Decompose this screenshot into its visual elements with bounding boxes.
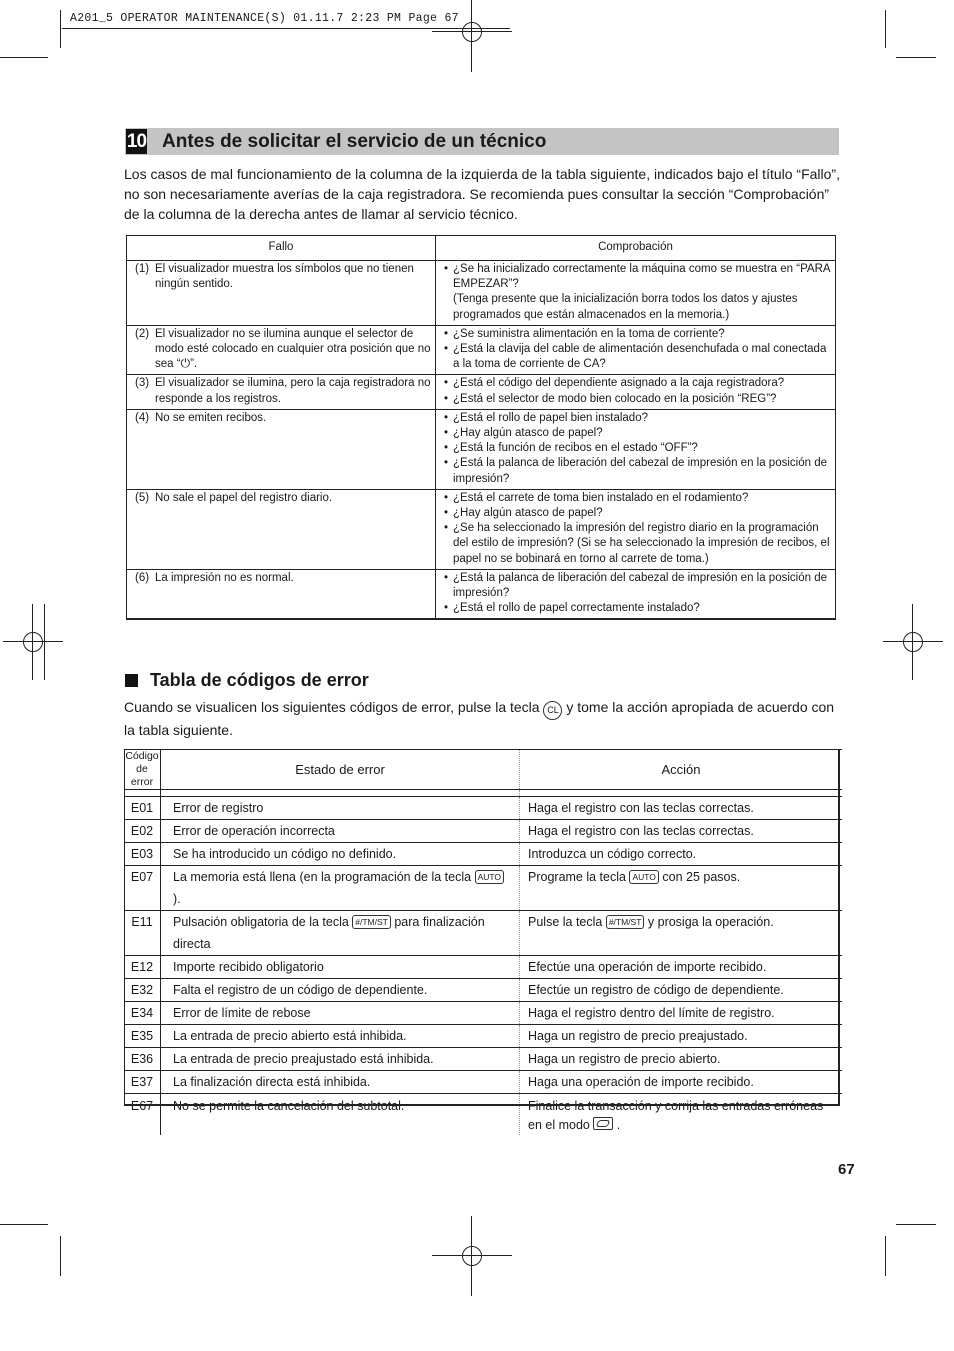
error-action: Haga el registro dentro del límite de registro. — [520, 1002, 843, 1025]
crop-mark — [60, 1236, 61, 1276]
error-state: Falta el registro de un código de dependiente. — [161, 979, 520, 1002]
check-item — [444, 571, 831, 601]
fault-cell — [127, 375, 436, 409]
check-cell — [436, 375, 836, 409]
table-row — [127, 375, 836, 409]
crop-mark — [60, 10, 61, 48]
error-code: E12 — [124, 956, 161, 979]
table-row — [127, 261, 836, 326]
column-header-code — [124, 750, 161, 790]
print-header: A201_5 OPERATOR MAINTENANCE(S) 01.11.7 2:23 PM Page 67 — [70, 12, 459, 25]
check-item — [444, 491, 831, 506]
action-text-after: y prosiga la operación. — [644, 915, 774, 929]
fault-cell — [127, 569, 436, 619]
fault-entry — [135, 327, 431, 373]
intro-text-after: y tome la acción apropiada de acuerdo con la tabla siguiente. — [124, 699, 835, 738]
state-text-after: ). — [173, 892, 181, 906]
void-mode-icon — [593, 1117, 613, 1130]
error-code: E03 — [124, 843, 161, 866]
table-row — [124, 979, 842, 1002]
fault-cell — [127, 489, 436, 569]
table-row — [127, 325, 836, 375]
error-section-intro — [124, 697, 840, 740]
section-intro: Los casos de mal funcionamiento de la columna de la izquierda de la tabla siguiente, indicados bajo el título “Fallo”, no son necesariamente averías de la caja registradora. Se recomienda pues consultar la sección “Comprobación” de la columna de la derecha antes de llamar al servicio técnico. — [124, 166, 840, 222]
error-action: Efectúe un registro de código de dependiente. — [520, 979, 843, 1002]
error-action: Haga un registro de precio preajustado. — [520, 1025, 843, 1048]
fault-entry — [135, 376, 431, 406]
section-title: Antes de solicitar el servicio de un técnico — [162, 131, 547, 152]
check-text: ¿Hay algún atasco de papel? — [453, 427, 603, 440]
check-list — [444, 262, 831, 323]
code-header-line2: de error — [130, 763, 154, 788]
check-text: ¿Está el rollo de papel bien instalado? — [453, 411, 648, 424]
fault-entry — [135, 411, 431, 426]
troubleshooting-table — [126, 235, 836, 620]
check-item — [444, 327, 831, 342]
action-text-before: Programe la tecla — [528, 870, 630, 884]
error-code-table — [124, 749, 842, 1135]
check-item — [444, 411, 831, 426]
state-text-before: Pulsación obligatoria de la tecla — [173, 915, 353, 929]
table-row — [127, 409, 836, 489]
error-code: E11 — [124, 911, 161, 956]
spacer-cell — [520, 790, 843, 797]
auto-key-icon: AUTO — [475, 870, 504, 884]
check-item — [444, 506, 831, 521]
check-text: ¿Está el rollo de papel correctamente instalado? — [453, 602, 700, 615]
square-bullet-icon — [125, 674, 138, 687]
error-action: Haga el registro con las teclas correctas. — [520, 820, 843, 843]
state-text-before: La memoria está llena (en la programación de la tecla — [173, 870, 475, 884]
column-header-check: Comprobación — [436, 236, 836, 261]
error-code: E01 — [124, 797, 161, 820]
check-text: ¿Está la función de recibos en el estado “OFF”? — [453, 442, 698, 455]
error-section-title: Tabla de códigos de error — [150, 670, 369, 690]
error-code: E67 — [124, 1094, 161, 1136]
fault-entry — [135, 571, 431, 586]
check-item — [444, 392, 831, 407]
fault-cell — [127, 325, 436, 375]
error-state: Error de límite de rebose — [161, 1002, 520, 1025]
error-code: E35 — [124, 1025, 161, 1048]
table-row — [127, 489, 836, 569]
error-code: E07 — [124, 866, 161, 911]
check-item — [444, 342, 831, 372]
tm-st-key-icon: #/TM/ST — [606, 915, 645, 929]
error-action: Introduzca un código correcto. — [520, 843, 843, 866]
troubleshooting-table-body — [127, 261, 836, 620]
error-state: La finalización directa está inhibida. — [161, 1071, 520, 1094]
check-item — [444, 441, 831, 456]
error-action — [520, 866, 843, 911]
crop-mark — [885, 1236, 886, 1276]
table-row — [124, 1048, 842, 1071]
fault-number: (2) — [135, 327, 150, 340]
check-cell — [436, 409, 836, 489]
check-text: ¿Se ha inicializado correctamente la máquina como se muestra en “PARA EMPEZAR”? — [453, 263, 830, 291]
crop-mark — [0, 1224, 48, 1225]
state-text-after: para finalización directa — [173, 915, 485, 951]
power-icon: ⏻ — [180, 356, 191, 371]
error-action: Haga el registro con las teclas correctas. — [520, 797, 843, 820]
error-action: Haga un registro de precio abierto. — [520, 1048, 843, 1071]
check-list — [444, 571, 831, 617]
tm-st-key-icon: #/TM/ST — [352, 915, 391, 929]
check-list — [444, 411, 831, 487]
check-cell — [436, 261, 836, 326]
error-state: La entrada de precio abierto está inhibida. — [161, 1025, 520, 1048]
action-text-after: con 25 pasos. — [658, 870, 741, 884]
crop-mark — [885, 10, 886, 48]
intro-text-before: Cuando se visualicen los siguientes códigos de error, pulse la tecla — [124, 699, 544, 715]
table-row — [124, 820, 842, 843]
fault-text-before: El visualizador no se ilumina aunque el selector de modo esté colocado en cualquier otra posición que no sea “ — [155, 327, 431, 371]
fault-number: (6) — [135, 571, 150, 584]
registration-mark-icon — [893, 622, 933, 662]
code-header-line1: Código — [125, 750, 159, 762]
crop-mark — [896, 57, 936, 58]
table-row — [124, 866, 842, 911]
check-item — [444, 426, 831, 441]
spacer-cell — [161, 790, 520, 797]
check-text: ¿Está el código del dependiente asignado a la caja registradora? — [453, 377, 785, 390]
fault-number: (4) — [135, 411, 150, 424]
check-item — [444, 456, 831, 486]
table-row — [124, 1094, 842, 1136]
check-cell — [436, 489, 836, 569]
fault-text: No se emiten recibos. — [155, 411, 267, 424]
auto-key-icon: AUTO — [629, 870, 658, 884]
check-cell — [436, 569, 836, 619]
fault-text-after: ”. — [190, 358, 198, 371]
table-row — [124, 1071, 842, 1094]
error-code: E02 — [124, 820, 161, 843]
check-text: ¿Se ha seleccionado la impresión del registro diario en la programación del estilo de impresión? (Si se ha seleccionado la impresión de recibos, el papel no se bobinará en torno al carrete de toma.) — [453, 522, 830, 565]
table-row — [124, 797, 842, 820]
table-row — [124, 1025, 842, 1048]
table-spacer-row — [124, 790, 842, 797]
column-header-state: Estado de error — [161, 750, 520, 790]
table-row — [124, 1002, 842, 1025]
fault-text: La impresión no es normal. — [155, 571, 294, 584]
error-state: La entrada de precio preajustado está inhibida. — [161, 1048, 520, 1071]
section-number: 10 — [126, 131, 147, 152]
check-text: ¿Hay algún atasco de papel? — [453, 507, 603, 520]
check-cell — [436, 325, 836, 375]
check-note: (Tenga presente que la inicialización borra todos los datos y ajustes programados que están almacenados en la memoria.) — [453, 293, 798, 321]
error-code: E32 — [124, 979, 161, 1002]
error-action: Haga una operación de importe recibido. — [520, 1071, 843, 1094]
error-state — [161, 866, 520, 911]
error-state: No se permite la cancelación del subtotal. — [161, 1094, 520, 1136]
fault-number: (3) — [135, 377, 150, 390]
check-item — [444, 376, 831, 391]
error-action: Efectúe una operación de importe recibido. — [520, 956, 843, 979]
registration-mark-icon — [452, 1236, 492, 1276]
fault-cell — [127, 261, 436, 326]
table-row — [124, 956, 842, 979]
check-text: ¿Está la palanca de liberación del cabezal de impresión en la posición de impresión? — [453, 571, 827, 600]
error-state — [161, 911, 520, 956]
table-header-row — [124, 750, 842, 790]
table-row — [124, 911, 842, 956]
check-text: ¿Está la clavija del cable de alimentación desenchufada o mal conectada a la toma de corriente de CA? — [453, 343, 827, 371]
registration-mark-icon — [13, 622, 53, 662]
fault-text: El visualizador muestra los símbolos que no tienen ningún sentido. — [155, 263, 414, 291]
crop-mark — [896, 1224, 936, 1225]
crop-mark — [0, 57, 48, 58]
fault-entry — [135, 262, 431, 292]
error-code-table-body — [124, 790, 842, 1136]
check-text: ¿Está el carrete de toma bien instalado en el rodamiento? — [453, 491, 749, 504]
error-action — [520, 911, 843, 956]
error-state: Se ha introducido un código no definido. — [161, 843, 520, 866]
table-header-row — [127, 236, 836, 261]
check-text: ¿Se suministra alimentación en la toma de corriente? — [453, 327, 725, 340]
action-text-before: Pulse la tecla — [528, 915, 606, 929]
print-header-rule — [62, 28, 510, 29]
table-row — [124, 843, 842, 866]
error-action — [520, 1094, 843, 1136]
check-list — [444, 327, 831, 373]
fault-text — [155, 327, 431, 373]
check-item — [444, 262, 831, 323]
fault-text: El visualizador se ilumina, pero la caja registradora no responde a los registros. — [155, 377, 431, 405]
error-state: Error de operación incorrecta — [161, 820, 520, 843]
page-number: 67 — [838, 1161, 855, 1178]
column-header-action: Acción — [520, 750, 843, 790]
column-header-fault: Fallo — [127, 236, 436, 261]
check-item — [444, 521, 831, 567]
spacer-cell — [124, 790, 161, 797]
check-list — [444, 491, 831, 567]
error-code: E36 — [124, 1048, 161, 1071]
action-text-before: Finalice la transacción y corrija las entradas erróneas en el modo — [528, 1099, 824, 1132]
error-code: E37 — [124, 1071, 161, 1094]
fault-entry — [135, 491, 431, 506]
cl-key-icon: CL — [543, 701, 562, 720]
fault-cell — [127, 409, 436, 489]
fault-number: (1) — [135, 263, 150, 275]
check-item — [444, 601, 831, 616]
fault-number: (5) — [135, 491, 150, 504]
check-text: ¿Está la palanca de liberación del cabezal de impresión en la posición de impresión? — [453, 457, 827, 485]
action-text-after: . — [613, 1118, 621, 1132]
error-state: Error de registro — [161, 797, 520, 820]
fault-text: No sale el papel del registro diario. — [155, 491, 333, 504]
check-list — [444, 376, 831, 406]
check-text: ¿Está el selector de modo bien colocado en la posición “REG”? — [453, 392, 777, 405]
table-row — [127, 569, 836, 619]
error-state: Importe recibido obligatorio — [161, 956, 520, 979]
error-code: E34 — [124, 1002, 161, 1025]
